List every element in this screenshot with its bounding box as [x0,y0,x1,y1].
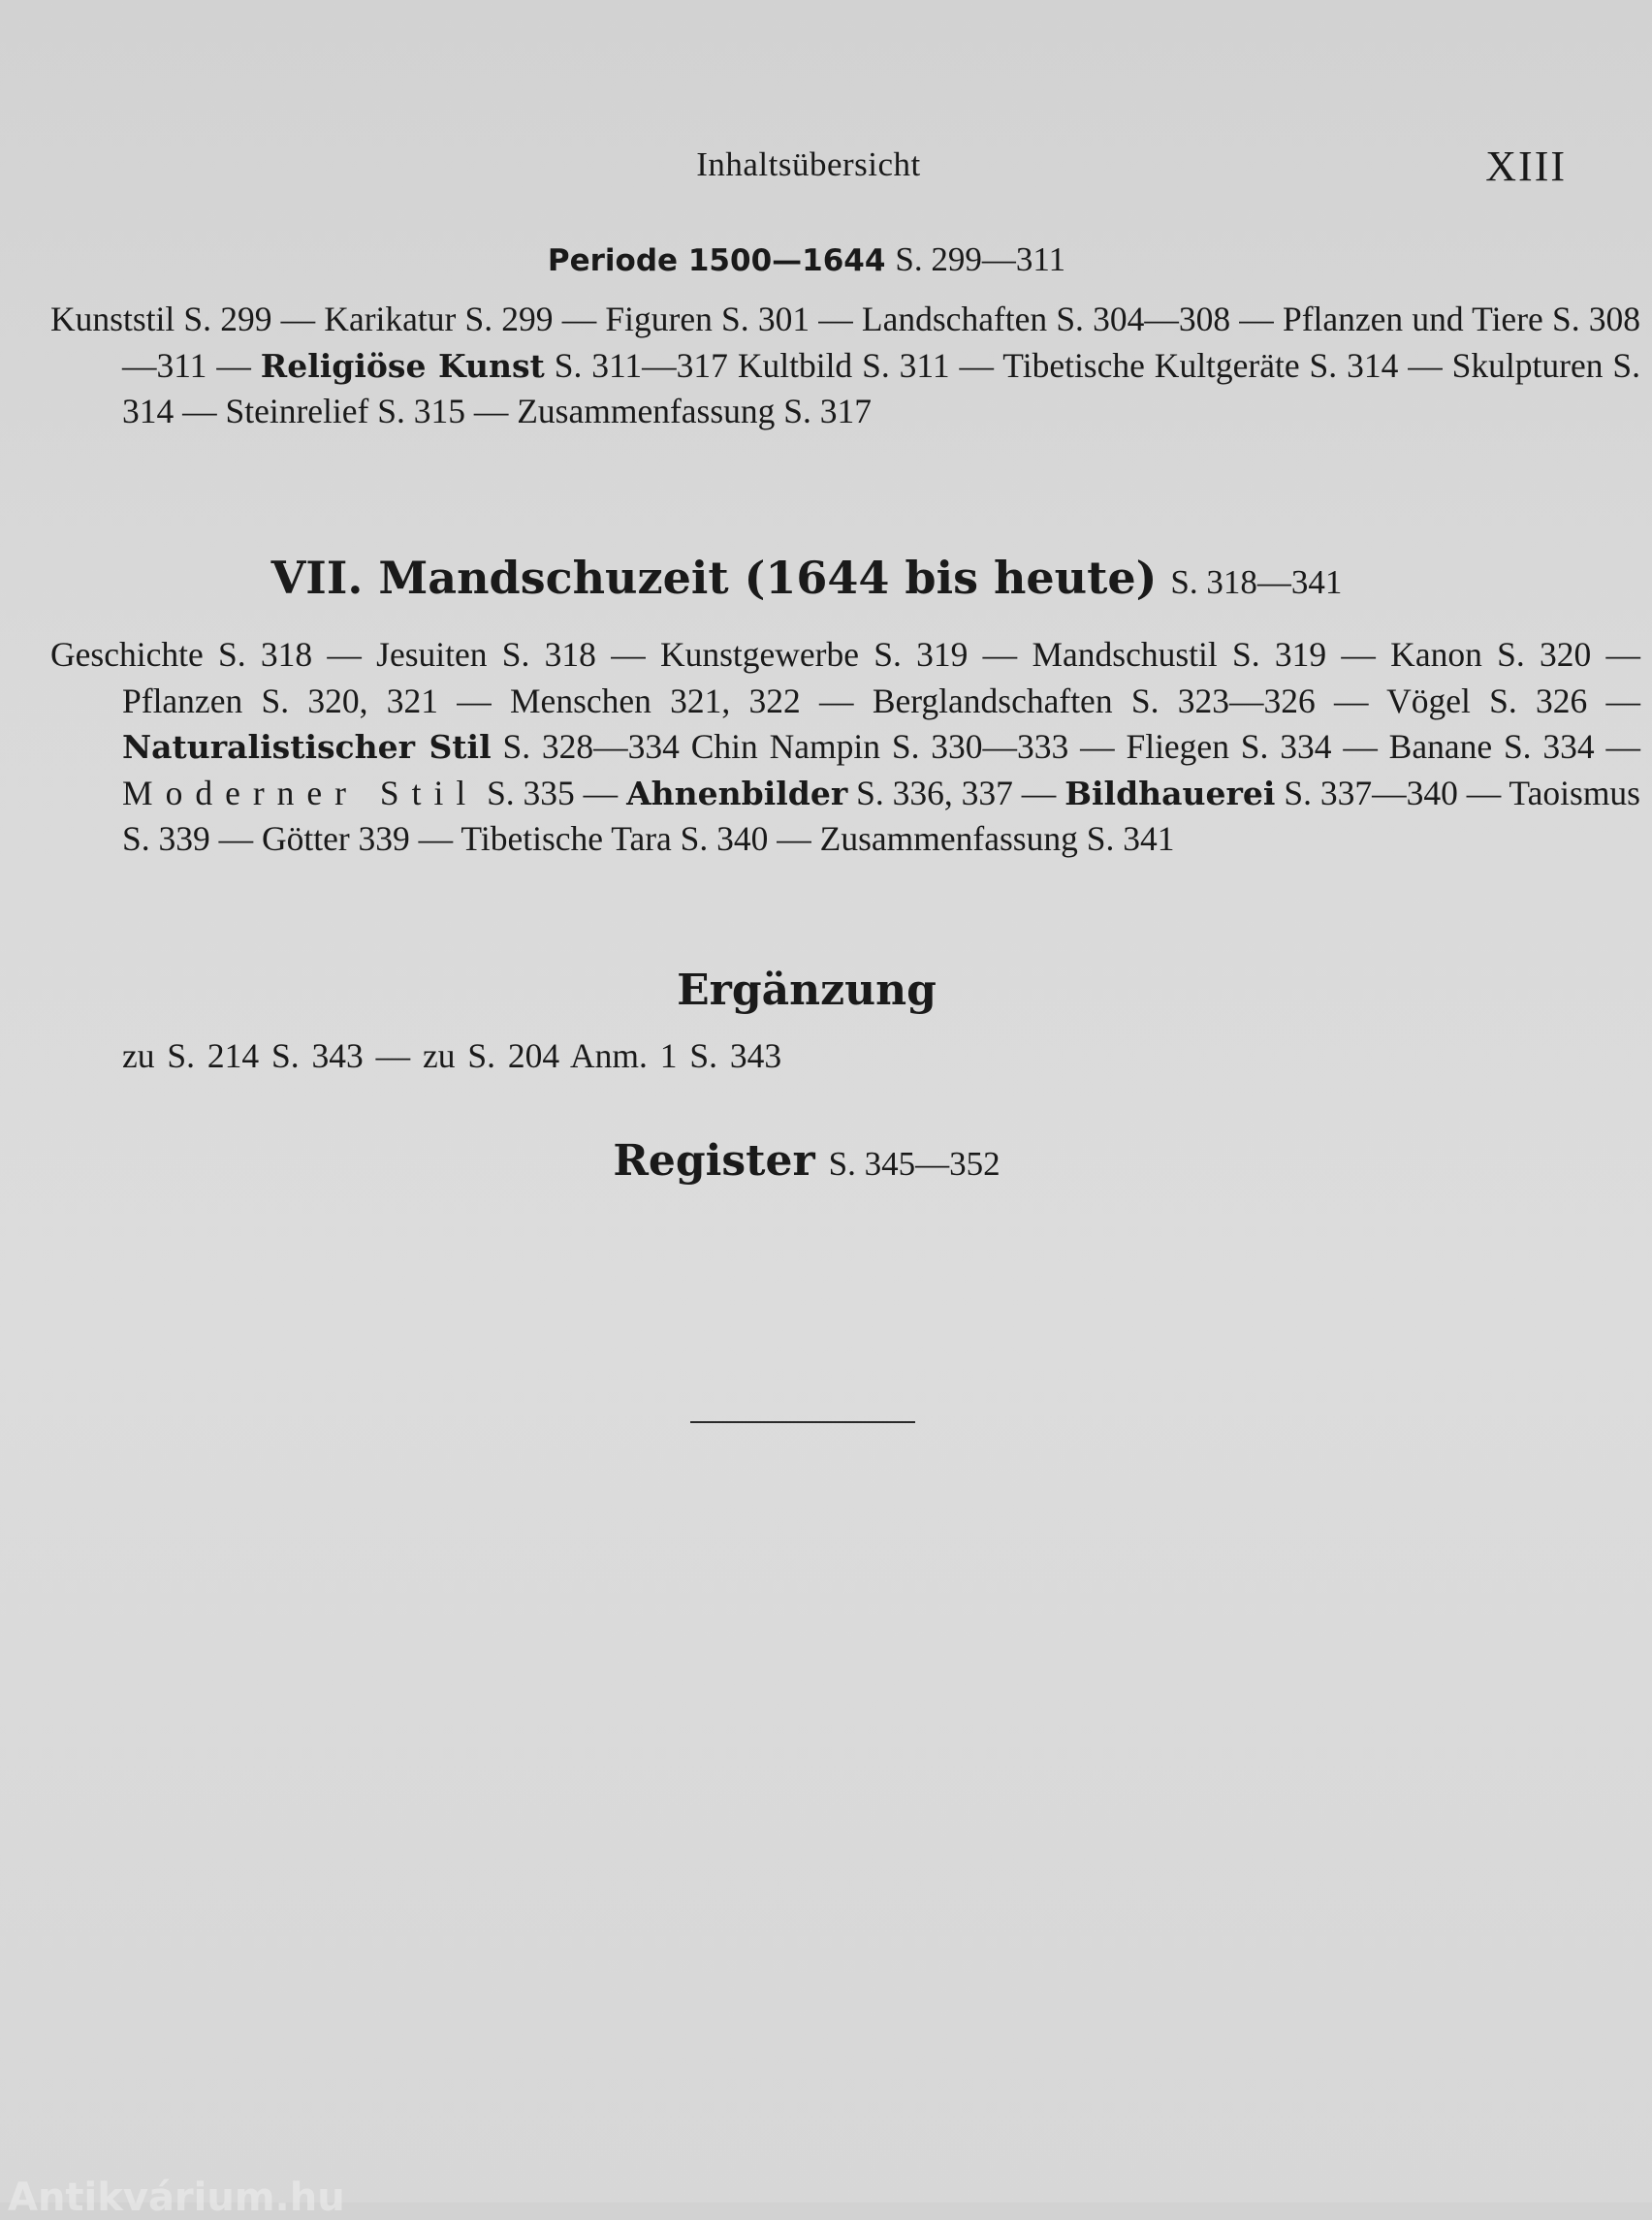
chapter-entries-text-2: S. 328—334 Chin Nampin S. 330—333 — Fliegen S. 334 — Banane S. 334 — [491,727,1640,766]
chapter-entries [50,632,1640,863]
chapter-entry-bold-naturalistischer-stil: Naturalistischer Stil [122,728,492,766]
running-head-title: Inhaltsübersicht [696,145,921,183]
period-pages: S. 299—311 [895,240,1066,278]
supplement-line: zu S. 214 S. 343 — zu S. 204 Anm. 1 S. 343 [122,1036,782,1075]
chapter-pages: S. 318—341 [1170,563,1343,601]
chapter-entries-text-3: S. 335 — [478,773,627,812]
chapter-entries-text-4: S. 336, 337 — [847,773,1065,812]
chapter-entry-spaced-moderner-stil: Moderner Stil [122,773,479,812]
chapter-entry-bold-ahnenbilder: Ahnenbilder [626,774,848,812]
page-number: XIII [1485,143,1567,190]
chapter-entry-bold-bildhauerei: Bildhauerei [1064,774,1276,812]
end-rule [690,1421,915,1423]
watermark: Antikvárium.hu [8,2175,345,2220]
period-entries-text-1: Kunststil S. 299 — Karikatur S. 299 — Figuren S. 301 — Landschaften S. 304—308 — Pflanzen und Tiere S. 308—311 — [50,300,1640,385]
supplement-heading: Ergänzung [677,966,937,1015]
register-pages: S. 345—352 [828,1145,1001,1183]
chapter-heading [0,549,1613,605]
period-heading [0,240,1613,279]
period-entry-bold-religioese-kunst: Religiöse Kunst [260,346,545,385]
register-heading [0,1136,1613,1186]
register-title: Register [613,1136,815,1186]
chapter-title: VII. Mandschuzeit (1644 bis heute) [270,552,1158,604]
period-entries-text-2: S. 311—317 Kultbild S. 311 — Tibetische Kultgeräte S. 314 — Skulpturen S. 314 — Steinrelief S. 315 — Zusammenfassung S. 317 [122,345,1641,430]
chapter-entries-text-5: S. 337—340 — Taoismus S. 339 — Götter 339 — Tibetische Tara S. 340 — Zusammenfassung S. 341 [122,773,1640,858]
period-label: Periode 1500—1644 [547,243,886,278]
period-entries [50,297,1640,435]
chapter-entries-text-1: Geschichte S. 318 — Jesuiten S. 318 — Kunstgewerbe S. 319 — Mandschustil S. 319 — Kanon S. 320 — Pflanzen S. 320, 321 — Menschen 321, 322 — Berglandschaften S. 323—326 — Vögel S. 326 — [50,635,1640,720]
running-head [0,142,1652,190]
